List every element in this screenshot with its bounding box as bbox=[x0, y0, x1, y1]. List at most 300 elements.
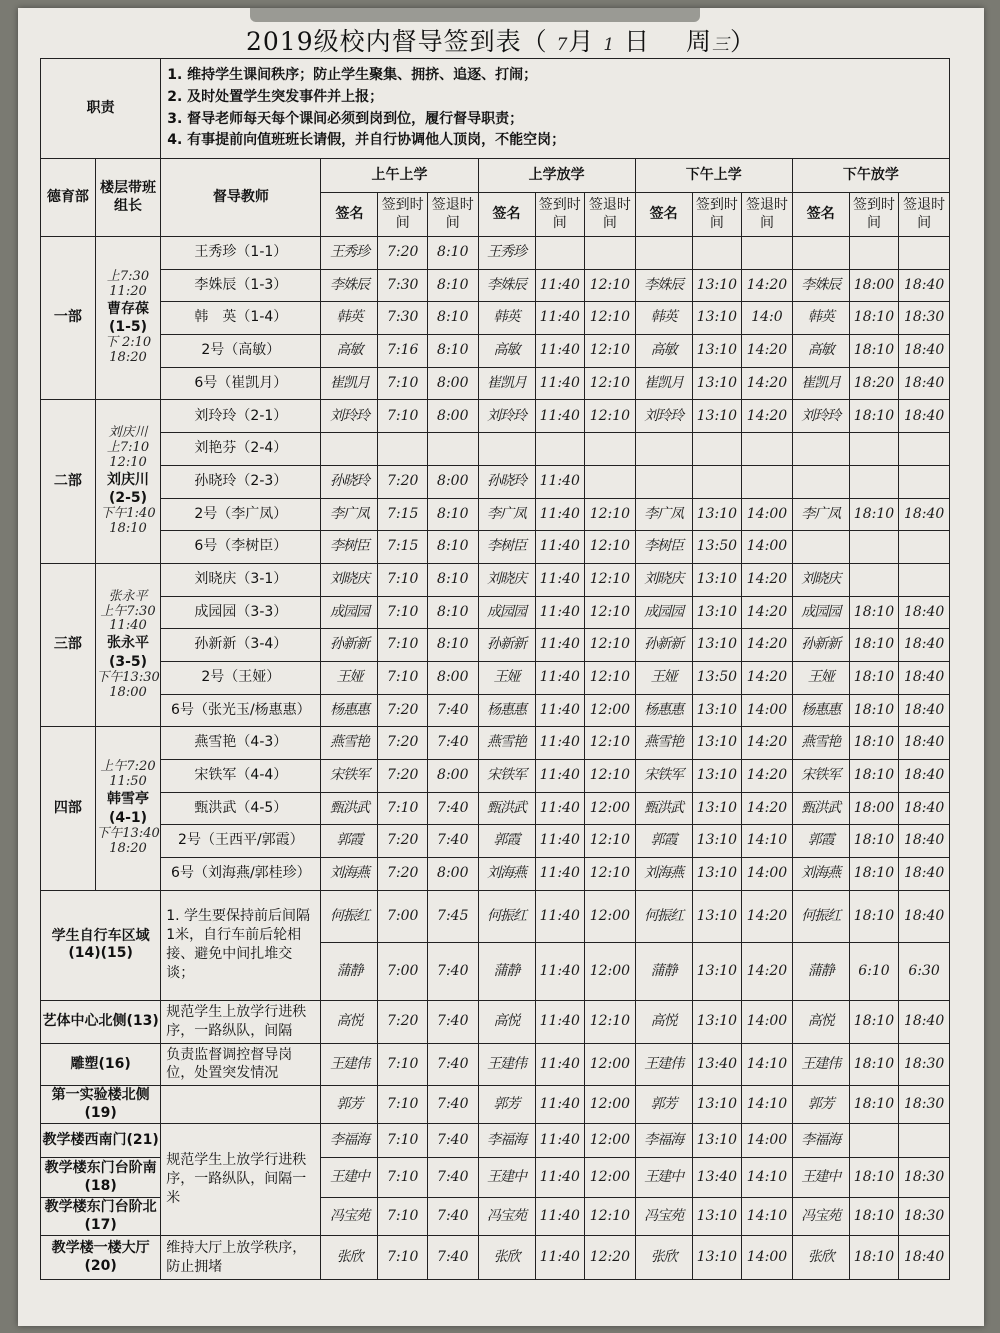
arrive-time-cell: 18:10 bbox=[849, 825, 899, 858]
arrive-time-cell: 18:10 bbox=[849, 727, 899, 760]
leave-time-cell bbox=[585, 433, 636, 466]
area-requirement: 规范学生上放学行进秩序，一路纵队，间隔 bbox=[161, 1000, 321, 1043]
leave-time-cell: 18:40 bbox=[899, 825, 950, 858]
arrive-time-cell: 7:20 bbox=[378, 694, 428, 727]
signature-cell: 王建伟 bbox=[635, 1043, 692, 1086]
header-sign: 签名 bbox=[321, 193, 378, 237]
signature-cell: 宋铁军 bbox=[792, 760, 849, 793]
leave-time-cell: 7:40 bbox=[427, 694, 478, 727]
leave-time-cell: 8:10 bbox=[427, 563, 478, 596]
teacher-row bbox=[41, 596, 950, 629]
leave-time-cell: 14:20 bbox=[742, 367, 793, 400]
arrive-time-cell: 7:10 bbox=[378, 400, 428, 433]
leave-time-cell: 18:40 bbox=[899, 760, 950, 793]
area-name: 雕塑(16) bbox=[41, 1043, 161, 1086]
duties-list bbox=[161, 59, 950, 159]
duty-item: 2. 及时处置学生突发事件并上报； bbox=[167, 88, 384, 105]
signature-cell: 孙晓玲 bbox=[478, 465, 535, 498]
arrive-time-cell: 13:10 bbox=[692, 1086, 742, 1124]
leader-note: 18:10 bbox=[109, 521, 147, 537]
leave-time-cell: 12:10 bbox=[585, 269, 636, 302]
floor-leader bbox=[95, 727, 160, 890]
teacher-row bbox=[41, 727, 950, 760]
leave-time-cell: 8:10 bbox=[427, 531, 478, 564]
leave-time-cell: 12:00 bbox=[585, 1124, 636, 1158]
arrive-time-cell: 11:40 bbox=[535, 1086, 585, 1124]
arrive-time-cell: 18:10 bbox=[849, 694, 899, 727]
arrive-time-cell: 11:40 bbox=[535, 727, 585, 760]
arrive-time-cell: 13:10 bbox=[692, 563, 742, 596]
signature-cell: 甄洪武 bbox=[635, 792, 692, 825]
area-requirement: 1. 学生要保持前后间隔1米，自行车前后轮相接、避免中间扎堆交谈； bbox=[161, 890, 321, 1000]
arrive-time-cell bbox=[535, 433, 585, 466]
leader-note: 11:50 bbox=[109, 774, 147, 790]
title-weekday: 三 bbox=[711, 35, 730, 55]
signature-cell: 王娅 bbox=[321, 661, 378, 694]
arrive-time-cell: 11:40 bbox=[535, 792, 585, 825]
leader-name: 张永平 bbox=[107, 635, 150, 652]
leave-time-cell: 18:40 bbox=[899, 367, 950, 400]
arrive-time-cell: 7:20 bbox=[378, 825, 428, 858]
arrive-time-cell: 7:10 bbox=[378, 629, 428, 662]
arrive-time-cell: 7:15 bbox=[378, 498, 428, 531]
leave-time-cell: 18:40 bbox=[899, 400, 950, 433]
signature-cell: 刘海燕 bbox=[635, 858, 692, 891]
leave-time-cell bbox=[585, 465, 636, 498]
leader-class: (2-5) bbox=[108, 490, 148, 507]
arrive-time-cell: 18:10 bbox=[849, 1198, 899, 1236]
signature-cell: 张欣 bbox=[635, 1236, 692, 1280]
leave-time-cell: 18:30 bbox=[899, 1158, 950, 1198]
signature-cell bbox=[635, 465, 692, 498]
teacher-row bbox=[41, 367, 950, 400]
signature-cell: 李福海 bbox=[321, 1124, 378, 1158]
signature-cell: 何振红 bbox=[478, 890, 535, 942]
arrive-time-cell: 7:10 bbox=[378, 1158, 428, 1198]
arrive-time-cell: 13:10 bbox=[692, 596, 742, 629]
leave-time-cell: 12:10 bbox=[585, 400, 636, 433]
leave-time-cell: 14:00 bbox=[742, 531, 793, 564]
signature-cell: 李姝辰 bbox=[635, 269, 692, 302]
arrive-time-cell: 13:10 bbox=[692, 890, 742, 942]
area-requirement: 维持大厅上放学秩序，防止拥堵 bbox=[161, 1236, 321, 1280]
arrive-time-cell bbox=[849, 531, 899, 564]
leave-time-cell: 12:00 bbox=[585, 694, 636, 727]
signature-cell: 成园园 bbox=[635, 596, 692, 629]
signature-cell: 杨惠惠 bbox=[478, 694, 535, 727]
leave-time-cell: 12:00 bbox=[585, 890, 636, 942]
area-name: 第一实验楼北侧 (19) bbox=[41, 1086, 161, 1124]
leave-time-cell: 8:10 bbox=[427, 596, 478, 629]
signature-cell: 张欣 bbox=[478, 1236, 535, 1280]
leave-time-cell: 14:00 bbox=[742, 1124, 793, 1158]
signature-cell: 何振红 bbox=[792, 890, 849, 942]
leader-note: 下午13:30 bbox=[96, 669, 160, 685]
arrive-time-cell: 11:40 bbox=[535, 498, 585, 531]
arrive-time-cell: 7:10 bbox=[378, 596, 428, 629]
area-row bbox=[41, 890, 950, 942]
header-dept: 德育部 bbox=[41, 159, 96, 237]
signature-cell: 蒲静 bbox=[792, 942, 849, 1000]
duties-heading: 职责 bbox=[41, 59, 161, 159]
header-sign: 签名 bbox=[635, 193, 692, 237]
leave-time-cell: 7:40 bbox=[427, 1198, 478, 1236]
arrive-time-cell: 11:40 bbox=[535, 1043, 585, 1086]
leave-time-cell: 8:00 bbox=[427, 661, 478, 694]
signature-cell: 郭芳 bbox=[321, 1086, 378, 1124]
leave-time-cell: 7:40 bbox=[427, 1086, 478, 1124]
clipboard-clip bbox=[250, 8, 700, 22]
leave-time-cell: 7:45 bbox=[427, 890, 478, 942]
signature-cell: 刘海燕 bbox=[321, 858, 378, 891]
arrive-time-cell bbox=[849, 433, 899, 466]
arrive-time-cell: 7:00 bbox=[378, 942, 428, 1000]
signature-cell: 孙晓玲 bbox=[321, 465, 378, 498]
leave-time-cell: 14:20 bbox=[742, 942, 793, 1000]
arrive-time-cell bbox=[849, 465, 899, 498]
arrive-time-cell: 18:10 bbox=[849, 629, 899, 662]
signature-cell: 蒲静 bbox=[321, 942, 378, 1000]
arrive-time-cell: 7:10 bbox=[378, 1124, 428, 1158]
leave-time-cell: 14:20 bbox=[742, 400, 793, 433]
teacher-row bbox=[41, 335, 950, 368]
leave-time-cell: 14:20 bbox=[742, 563, 793, 596]
sheet-title bbox=[18, 22, 984, 58]
dept-name: 三部 bbox=[41, 563, 96, 726]
signature-cell: 成园园 bbox=[792, 596, 849, 629]
arrive-time-cell: 13:10 bbox=[692, 302, 742, 335]
signature-cell bbox=[635, 237, 692, 270]
arrive-time-cell: 7:10 bbox=[378, 1043, 428, 1086]
leader-name: 韩雪亭 bbox=[107, 791, 150, 808]
leader-note: 18:20 bbox=[109, 350, 147, 366]
teacher-row bbox=[41, 629, 950, 662]
signature-cell: 王建伟 bbox=[792, 1043, 849, 1086]
arrive-time-cell: 18:10 bbox=[849, 1043, 899, 1086]
arrive-time-cell: 7:20 bbox=[378, 858, 428, 891]
area-name: 教学楼一楼大厅 (20) bbox=[41, 1236, 161, 1280]
arrive-time-cell: 11:40 bbox=[535, 890, 585, 942]
leave-time-cell: 12:00 bbox=[585, 1043, 636, 1086]
leave-time-cell: 7:40 bbox=[427, 942, 478, 1000]
signature-cell: 孙新新 bbox=[321, 629, 378, 662]
leader-note: 刘庆川 bbox=[108, 425, 148, 441]
arrive-time-cell: 13:40 bbox=[692, 1043, 742, 1086]
signature-cell: 冯宝苑 bbox=[635, 1198, 692, 1236]
signature-cell: 韩英 bbox=[635, 302, 692, 335]
teacher-row bbox=[41, 237, 950, 270]
signature-cell: 成园园 bbox=[321, 596, 378, 629]
arrive-time-cell: 13:10 bbox=[692, 1000, 742, 1043]
leader-note: 18:20 bbox=[109, 840, 147, 856]
signature-cell: 刘晓庆 bbox=[321, 563, 378, 596]
arrive-time-cell: 13:10 bbox=[692, 942, 742, 1000]
arrive-time-cell: 18:00 bbox=[849, 792, 899, 825]
teacher-row bbox=[41, 433, 950, 466]
sign-in-table bbox=[40, 58, 950, 1280]
signature-cell: 甄洪武 bbox=[792, 792, 849, 825]
signature-cell: 刘海燕 bbox=[792, 858, 849, 891]
signature-cell: 刘玲玲 bbox=[792, 400, 849, 433]
teacher-row bbox=[41, 302, 950, 335]
area-name: 教学楼东门台阶南 (18) bbox=[41, 1158, 161, 1198]
signature-cell: 王娅 bbox=[478, 661, 535, 694]
leave-time-cell: 12:20 bbox=[585, 1236, 636, 1280]
leave-time-cell: 14:10 bbox=[742, 1043, 793, 1086]
header-row-1 bbox=[41, 159, 950, 193]
leave-time-cell: 18:40 bbox=[899, 1000, 950, 1043]
arrive-time-cell: 18:10 bbox=[849, 858, 899, 891]
area-name: 教学楼西南门(21) bbox=[41, 1124, 161, 1158]
leave-time-cell: 6:30 bbox=[899, 942, 950, 1000]
arrive-time-cell: 18:10 bbox=[849, 596, 899, 629]
teacher-row bbox=[41, 498, 950, 531]
signature-cell: 李福海 bbox=[478, 1124, 535, 1158]
arrive-time-cell bbox=[535, 237, 585, 270]
leave-time-cell bbox=[585, 237, 636, 270]
leave-time-cell: 14:10 bbox=[742, 1086, 793, 1124]
signature-cell: 郭霞 bbox=[478, 825, 535, 858]
leave-time-cell: 14:20 bbox=[742, 335, 793, 368]
leave-time-cell: 8:10 bbox=[427, 237, 478, 270]
teacher-row bbox=[41, 858, 950, 891]
arrive-time-cell: 7:20 bbox=[378, 760, 428, 793]
arrive-time-cell: 18:10 bbox=[849, 760, 899, 793]
arrive-time-cell: 18:10 bbox=[849, 890, 899, 942]
arrive-time-cell: 7:10 bbox=[378, 661, 428, 694]
arrive-time-cell bbox=[692, 237, 742, 270]
arrive-time-cell: 13:10 bbox=[692, 1236, 742, 1280]
leave-time-cell bbox=[899, 465, 950, 498]
leave-time-cell: 12:10 bbox=[585, 498, 636, 531]
arrive-time-cell bbox=[849, 1124, 899, 1158]
dept-name: 一部 bbox=[41, 237, 96, 400]
leave-time-cell: 18:40 bbox=[899, 661, 950, 694]
signature-cell: 孙新新 bbox=[478, 629, 535, 662]
leave-time-cell: 18:30 bbox=[899, 1086, 950, 1124]
arrive-time-cell: 11:40 bbox=[535, 596, 585, 629]
teacher-row bbox=[41, 400, 950, 433]
title-prefix: 2019级校内督导签到表（ bbox=[246, 27, 548, 56]
signature-cell: 李姝辰 bbox=[792, 269, 849, 302]
leader-note: 上7:30 bbox=[106, 269, 150, 285]
leave-time-cell: 12:10 bbox=[585, 302, 636, 335]
leave-time-cell bbox=[742, 465, 793, 498]
teacher-name: 6号（刘海燕/郭桂珍） bbox=[161, 858, 321, 891]
signature-cell: 何振红 bbox=[321, 890, 378, 942]
leave-time-cell: 18:30 bbox=[899, 1043, 950, 1086]
title-week-label: 周 bbox=[685, 27, 712, 56]
leave-time-cell: 18:30 bbox=[899, 302, 950, 335]
arrive-time-cell: 11:40 bbox=[535, 400, 585, 433]
arrive-time-cell: 11:40 bbox=[535, 531, 585, 564]
arrive-time-cell: 11:40 bbox=[535, 1124, 585, 1158]
signature-cell bbox=[635, 433, 692, 466]
signature-cell: 张欣 bbox=[321, 1236, 378, 1280]
arrive-time-cell bbox=[692, 433, 742, 466]
area-requirement: 负责监督调控督导岗位，处置突发情况 bbox=[161, 1043, 321, 1086]
area-row bbox=[41, 1236, 950, 1280]
signature-cell: 李树臣 bbox=[321, 531, 378, 564]
leave-time-cell: 14:00 bbox=[742, 498, 793, 531]
floor-leader bbox=[95, 563, 160, 726]
leave-time-cell: 18:40 bbox=[899, 629, 950, 662]
duties-row bbox=[41, 59, 950, 159]
arrive-time-cell: 11:40 bbox=[535, 1000, 585, 1043]
signature-cell bbox=[792, 237, 849, 270]
leave-time-cell: 12:00 bbox=[585, 1158, 636, 1198]
teacher-name: 孙晓玲（2-3） bbox=[161, 465, 321, 498]
signature-cell: 王秀珍 bbox=[321, 237, 378, 270]
leave-time-cell: 8:00 bbox=[427, 465, 478, 498]
title-day-label: 日 bbox=[624, 27, 651, 56]
arrive-time-cell: 13:50 bbox=[692, 531, 742, 564]
signature-cell: 蒲静 bbox=[478, 942, 535, 1000]
arrive-time-cell: 18:10 bbox=[849, 335, 899, 368]
leave-time-cell: 14:20 bbox=[742, 727, 793, 760]
signature-cell: 高敏 bbox=[792, 335, 849, 368]
leader-class: (4-1) bbox=[108, 809, 148, 826]
arrive-time-cell: 7:10 bbox=[378, 1086, 428, 1124]
signature-cell: 甄洪武 bbox=[321, 792, 378, 825]
leave-time-cell: 12:10 bbox=[585, 1198, 636, 1236]
arrive-time-cell: 11:40 bbox=[535, 335, 585, 368]
leave-time-cell: 14:20 bbox=[742, 596, 793, 629]
signature-cell: 郭芳 bbox=[635, 1086, 692, 1124]
leave-time-cell: 8:10 bbox=[427, 335, 478, 368]
leave-time-cell: 14:20 bbox=[742, 792, 793, 825]
arrive-time-cell: 11:40 bbox=[535, 760, 585, 793]
leave-time-cell: 18:40 bbox=[899, 596, 950, 629]
leave-time-cell: 8:10 bbox=[427, 629, 478, 662]
signature-cell: 韩英 bbox=[478, 302, 535, 335]
leader-note: 下午1:40 bbox=[100, 506, 156, 522]
teacher-name: 宋铁军（4-4） bbox=[161, 760, 321, 793]
arrive-time-cell: 13:10 bbox=[692, 1124, 742, 1158]
leave-time-cell: 18:40 bbox=[899, 727, 950, 760]
teacher-name: 刘艳芬（2-4） bbox=[161, 433, 321, 466]
signature-cell: 崔凯月 bbox=[478, 367, 535, 400]
header-period-afternoon-arrive: 下午上学 bbox=[635, 159, 792, 193]
signature-cell: 李姝辰 bbox=[478, 269, 535, 302]
signature-cell: 冯宝苑 bbox=[478, 1198, 535, 1236]
leave-time-cell: 18:40 bbox=[899, 694, 950, 727]
signature-cell: 甄洪武 bbox=[478, 792, 535, 825]
leader-note: 上7:10 bbox=[106, 440, 150, 456]
signature-cell: 李福海 bbox=[635, 1124, 692, 1158]
arrive-time-cell: 11:40 bbox=[535, 465, 585, 498]
header-sign: 签名 bbox=[478, 193, 535, 237]
arrive-time-cell bbox=[378, 433, 428, 466]
arrive-time-cell: 18:10 bbox=[849, 661, 899, 694]
arrive-time-cell: 7:15 bbox=[378, 531, 428, 564]
arrive-time-cell: 13:10 bbox=[692, 367, 742, 400]
signature-cell: 王建中 bbox=[321, 1158, 378, 1198]
leave-time-cell: 7:40 bbox=[427, 1000, 478, 1043]
arrive-time-cell: 13:10 bbox=[692, 400, 742, 433]
arrive-time-cell: 13:10 bbox=[692, 825, 742, 858]
area-name: 艺体中心北侧(13) bbox=[41, 1000, 161, 1043]
signature-cell: 刘晓庆 bbox=[635, 563, 692, 596]
leave-time-cell: 14:10 bbox=[742, 1198, 793, 1236]
leave-time-cell: 14:20 bbox=[742, 760, 793, 793]
arrive-time-cell: 13:10 bbox=[692, 858, 742, 891]
leave-time-cell: 7:40 bbox=[427, 1158, 478, 1198]
leader-note: 上午7:30 bbox=[100, 603, 156, 619]
signature-cell bbox=[792, 531, 849, 564]
duty-item: 1. 维持学生课间秩序；防止学生聚集、拥挤、追逐、打闹； bbox=[167, 67, 538, 84]
arrive-time-cell: 7:16 bbox=[378, 335, 428, 368]
leave-time-cell: 8:00 bbox=[427, 400, 478, 433]
signature-cell: 崔凯月 bbox=[635, 367, 692, 400]
arrive-time-cell: 18:10 bbox=[849, 1000, 899, 1043]
signature-cell: 崔凯月 bbox=[792, 367, 849, 400]
leave-time-cell: 12:10 bbox=[585, 629, 636, 662]
signature-cell: 崔凯月 bbox=[321, 367, 378, 400]
arrive-time-cell: 7:20 bbox=[378, 1000, 428, 1043]
arrive-time-cell: 13:10 bbox=[692, 694, 742, 727]
arrive-time-cell: 18:10 bbox=[849, 302, 899, 335]
leave-time-cell: 12:10 bbox=[585, 596, 636, 629]
area-name: 学生自行车区域 (14)(15) bbox=[41, 890, 161, 1000]
signature-cell: 宋铁军 bbox=[321, 760, 378, 793]
teacher-row bbox=[41, 563, 950, 596]
arrive-time-cell: 7:10 bbox=[378, 792, 428, 825]
signature-cell: 冯宝苑 bbox=[321, 1198, 378, 1236]
signature-cell: 宋铁军 bbox=[478, 760, 535, 793]
header-arrive-time: 签到时间 bbox=[692, 193, 742, 237]
area-row bbox=[41, 1043, 950, 1086]
arrive-time-cell: 18:10 bbox=[849, 498, 899, 531]
leave-time-cell: 12:10 bbox=[585, 367, 636, 400]
signature-cell: 高悦 bbox=[478, 1000, 535, 1043]
leader-class: (1-5) bbox=[108, 319, 148, 336]
arrive-time-cell: 7:10 bbox=[378, 1236, 428, 1280]
signature-cell: 宋铁军 bbox=[635, 760, 692, 793]
leave-time-cell: 7:40 bbox=[427, 792, 478, 825]
teacher-name: 燕雪艳（4-3） bbox=[161, 727, 321, 760]
signature-cell: 王建中 bbox=[792, 1158, 849, 1198]
header-leave-time: 签退时间 bbox=[585, 193, 636, 237]
leave-time-cell: 14:20 bbox=[742, 629, 793, 662]
floor-leader bbox=[95, 400, 160, 563]
signature-cell: 高悦 bbox=[635, 1000, 692, 1043]
header-period-noon: 上学放学 bbox=[478, 159, 635, 193]
dept-name: 二部 bbox=[41, 400, 96, 563]
arrive-time-cell: 13:10 bbox=[692, 792, 742, 825]
dept-name: 四部 bbox=[41, 727, 96, 890]
leader-note: 11:40 bbox=[109, 618, 147, 634]
leader-note: 下 2:10 bbox=[104, 335, 152, 351]
teacher-row bbox=[41, 694, 950, 727]
leave-time-cell: 18:40 bbox=[899, 1236, 950, 1280]
arrive-time-cell: 11:40 bbox=[535, 694, 585, 727]
leave-time-cell: 12:10 bbox=[585, 858, 636, 891]
leave-time-cell: 8:10 bbox=[427, 269, 478, 302]
arrive-time-cell: 11:40 bbox=[535, 825, 585, 858]
leave-time-cell: 7:40 bbox=[427, 1124, 478, 1158]
leave-time-cell: 12:10 bbox=[585, 825, 636, 858]
leave-time-cell: 8:10 bbox=[427, 302, 478, 335]
leave-time-cell: 18:40 bbox=[899, 890, 950, 942]
teacher-row bbox=[41, 760, 950, 793]
leader-note: 12:10 bbox=[109, 455, 147, 470]
teacher-row bbox=[41, 269, 950, 302]
area-requirement: 规范学生上放学行进秩序，一路纵队，间隔一米 bbox=[161, 1124, 321, 1236]
leave-time-cell: 14:00 bbox=[742, 858, 793, 891]
leave-time-cell: 12:10 bbox=[585, 727, 636, 760]
arrive-time-cell: 7:00 bbox=[378, 890, 428, 942]
